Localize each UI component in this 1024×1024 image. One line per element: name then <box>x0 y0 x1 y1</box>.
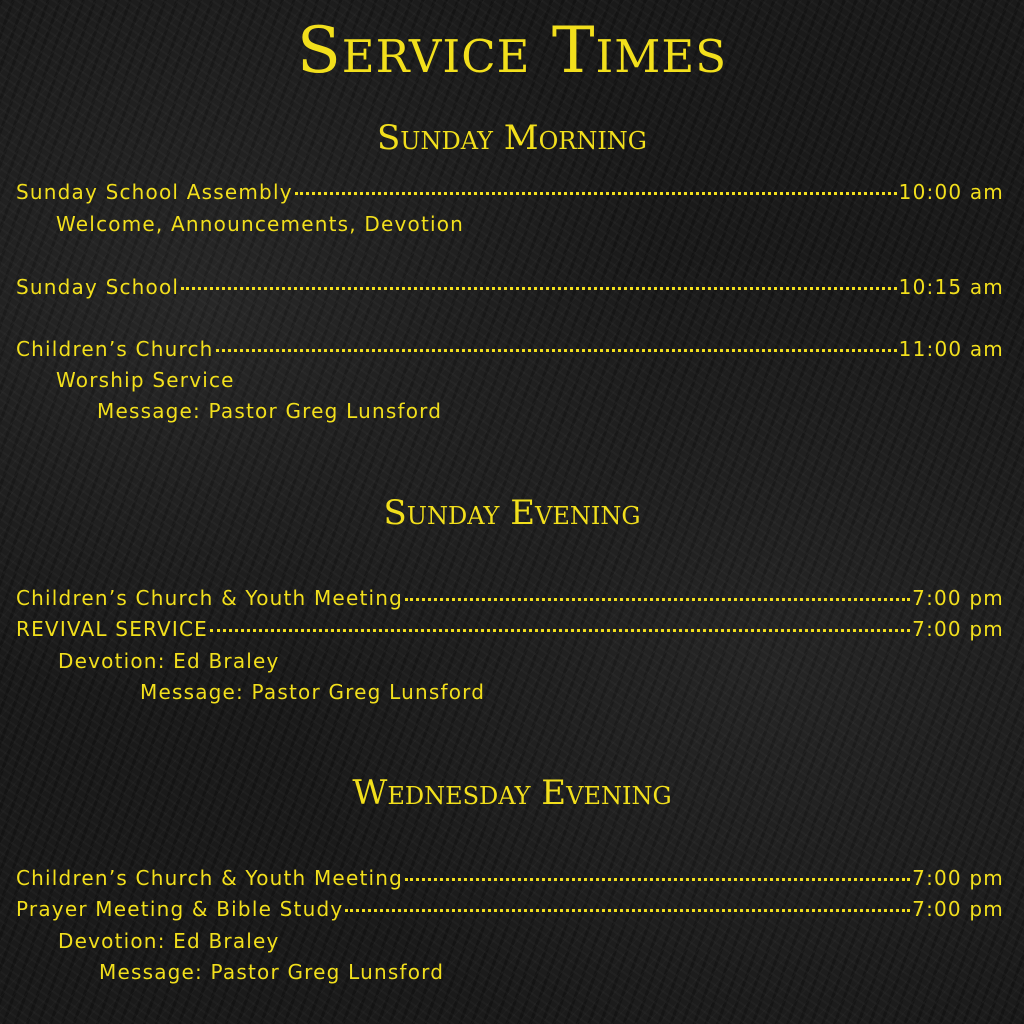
page-title: Service Times <box>296 14 728 88</box>
schedule-note: Message: Pastor Greg Lunsford <box>99 960 445 984</box>
schedule-label: Children’s Church & Youth Meeting <box>16 586 404 610</box>
schedule-label: Children’s Church & Youth Meeting <box>16 866 404 890</box>
schedule-row <box>16 275 1004 299</box>
dot-leader <box>345 908 910 912</box>
section-heading-sunday-morning: Sunday Morning <box>377 118 647 158</box>
dot-leader <box>295 191 897 195</box>
schedule-label: Prayer Meeting & Bible Study <box>16 897 344 921</box>
schedule-time: 11:00 am <box>898 337 1004 361</box>
dot-leader <box>210 628 910 632</box>
schedule-note: Worship Service <box>56 368 235 392</box>
schedule-note: Message: Pastor Greg Lunsford <box>97 399 443 423</box>
schedule-row <box>16 897 1004 921</box>
dot-leader <box>181 286 896 290</box>
schedule-row <box>16 586 1004 610</box>
schedule-row <box>16 337 1004 361</box>
dot-leader <box>405 597 910 601</box>
schedule-time: 7:00 pm <box>912 866 1004 890</box>
dot-leader <box>216 348 897 352</box>
schedule-time: 7:00 pm <box>912 586 1004 610</box>
schedule-time: 7:00 pm <box>912 897 1004 921</box>
schedule-note: Devotion: Ed Braley <box>58 649 280 673</box>
schedule-label: Sunday School <box>16 275 180 299</box>
schedule-label: Children’s Church <box>16 337 214 361</box>
schedule-time: 10:00 am <box>898 180 1004 204</box>
schedule-row <box>16 866 1004 890</box>
dot-leader <box>405 877 910 881</box>
schedule-label: REVIVAL SERVICE <box>16 617 209 641</box>
schedule-note: Message: Pastor Greg Lunsford <box>140 680 486 704</box>
section-heading-sunday-evening: Sunday Evening <box>383 493 641 533</box>
schedule-note: Devotion: Ed Braley <box>58 929 280 953</box>
schedule-label: Sunday School Assembly <box>16 180 293 204</box>
schedule-row <box>16 617 1004 641</box>
schedule-row <box>16 180 1004 204</box>
schedule-time: 10:15 am <box>898 275 1004 299</box>
section-heading-wednesday-evening: Wednesday Evening <box>352 773 672 813</box>
schedule-note: Welcome, Announcements, Devotion <box>56 212 465 236</box>
schedule-time: 7:00 pm <box>912 617 1004 641</box>
